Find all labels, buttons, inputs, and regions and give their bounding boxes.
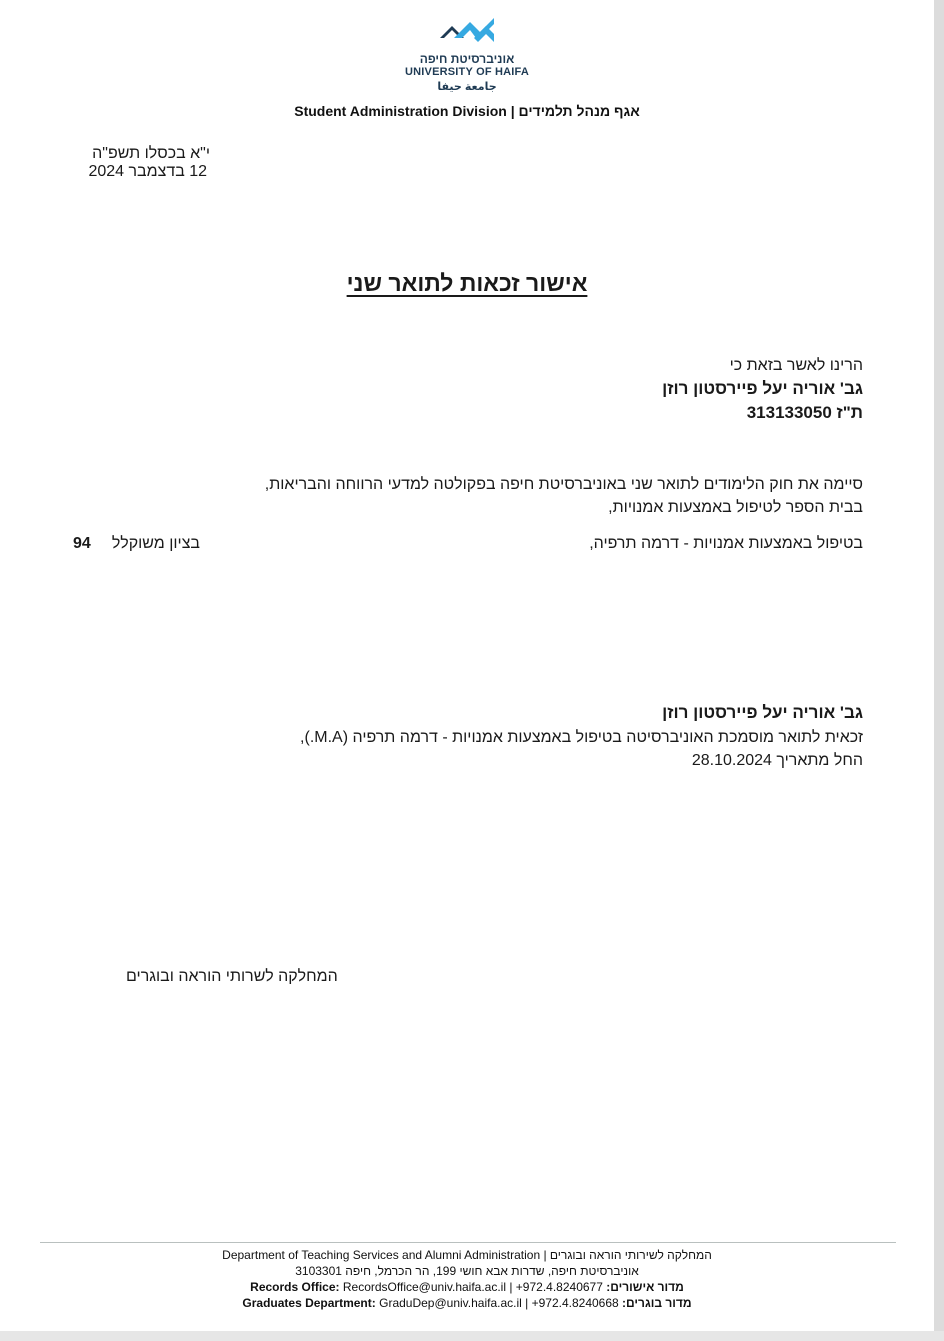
intro-line: הרינו לאשר בזאת כי — [729, 357, 863, 374]
page-shadow-right — [934, 0, 944, 1341]
grads-label-en: Graduates Department: — [242, 1296, 376, 1310]
program-line: בטיפול באמצעות אמנויות - דרמה תרפיה, — [589, 535, 863, 552]
logo-name-hebrew: אוניברסיטת חיפה — [419, 52, 515, 66]
completion-line-2: בבית הספר לטיפול באמצעות אמנויות, — [608, 499, 863, 516]
logo-name-arabic: جامعة حيفا — [437, 81, 497, 93]
records-label-en: Records Office: — [250, 1280, 340, 1294]
division-header: Student Administration Division | אגף מנהל תלמידים — [294, 103, 640, 119]
records-label-he: מדור אישורים: — [606, 1280, 684, 1294]
student-name-repeat: גב' אוריה יעל פיירסטון רוזן — [662, 703, 863, 722]
grade-label: בציון משוקלל — [111, 535, 200, 552]
hebrew-date: י"א בכסלו תשפ"ה — [92, 145, 210, 162]
footer-records-office — [0, 1280, 934, 1294]
footer-department: Department of Teaching Services and Alumni Administration | המחלקה לשירותי הוראה ובוגרים — [222, 1248, 712, 1262]
student-name: גב' אוריה יעל פיירסטון רוזן — [662, 379, 863, 398]
grads-label-he: מדור בוגרים: — [622, 1296, 692, 1310]
entitlement-line: זכאית לתואר מוסמכת האוניברסיטה בטיפול באמצעות אמנויות - דרמה תרפיה (M.A.), — [300, 729, 863, 746]
grade-value: 94 — [73, 535, 91, 552]
grads-contact: GraduDep@univ.haifa.ac.il | +972.4.8240668 — [379, 1296, 619, 1310]
student-id: ת"ז 313133050 — [746, 403, 863, 422]
university-logo-icon — [440, 16, 496, 46]
document-title: אישור זכאות לתואר שני — [346, 270, 588, 296]
records-contact: RecordsOffice@univ.haifa.ac.il | +972.4.8240677 — [342, 1280, 603, 1294]
footer-graduates-department — [0, 1296, 934, 1310]
completion-line-1: סיימה את חוק הלימודים לתואר שני באוניברסיטת חיפה בפקולטה למדעי הרווחה והבריאות, — [264, 476, 863, 493]
entitlement-date: החל מתאריך 28.10.2024 — [691, 752, 863, 769]
signing-department: המחלקה לשרותי הוראה ובוגרים — [126, 968, 338, 985]
page-shadow-bottom — [0, 1331, 944, 1341]
gregorian-date: 12 בדצמבר 2024 — [88, 163, 207, 180]
footer-address: אוניברסיטת חיפה, שדרות אבא חושי 199, הר הכרמל, חיפה 3103301 — [295, 1264, 639, 1278]
footer-divider — [40, 1242, 896, 1243]
logo-name-english: UNIVERSITY OF HAIFA — [405, 66, 529, 78]
